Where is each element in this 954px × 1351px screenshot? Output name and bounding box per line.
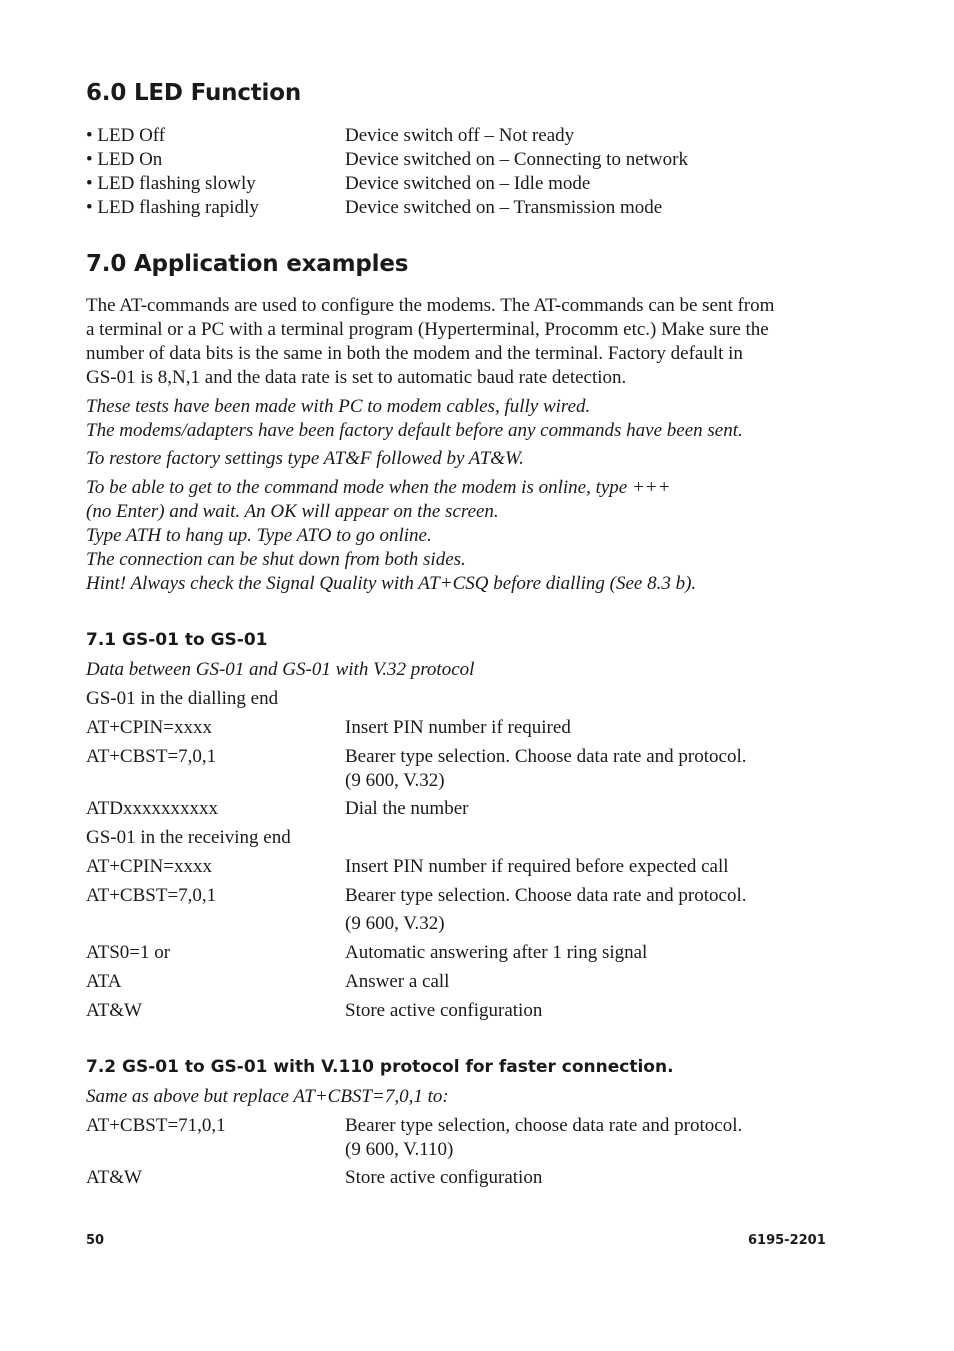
command-description: Insert PIN number if required before expected call xyxy=(345,856,729,877)
command: AT+CBST=71,0,1 xyxy=(86,1115,226,1136)
led-description: Device switched on – Idle mode xyxy=(345,173,591,194)
note-line: To be able to get to the command mode when the modem is online, type +++ xyxy=(86,477,671,498)
command-description: Bearer type selection, choose data rate and protocol. xyxy=(345,1115,743,1136)
section-7-2-title: 7.2 GS-01 to GS-01 with V.110 protocol for faster connection. xyxy=(86,1057,674,1077)
subtitle-text: Data between GS-01 and GS-01 with V.32 protocol xyxy=(86,659,475,680)
command-description: Automatic answering after 1 ring signal xyxy=(345,942,648,963)
intro-paragraph xyxy=(86,294,826,390)
section-7-2-subtitle xyxy=(86,1085,826,1109)
command-description: Bearer type selection. Choose data rate and protocol. xyxy=(345,885,747,906)
note-line: Type ATH to hang up. Type ATO to go online. xyxy=(86,525,432,546)
led-description: Device switched on – Connecting to network xyxy=(345,149,688,170)
command-description: Insert PIN number if required xyxy=(345,717,571,738)
page-number: 50 xyxy=(86,1233,105,1248)
command: AT+CPIN=xxxx xyxy=(86,856,212,877)
section-7-1-title: 7.1 GS-01 to GS-01 xyxy=(86,630,268,650)
test-notes xyxy=(86,395,826,443)
command: ATS0=1 or xyxy=(86,942,171,963)
command-description: Store active configuration xyxy=(345,1167,543,1188)
subtitle-text: Same as above but replace AT+CBST=7,0,1 to: xyxy=(86,1086,449,1107)
note-line: The modems/adapters have been factory default before any commands have been sent. xyxy=(86,420,743,441)
command-mode-notes xyxy=(86,476,826,596)
note-line: To restore factory settings type AT&F followed by AT&W. xyxy=(86,448,524,469)
dialling-end-label xyxy=(86,687,826,711)
intro-line: The AT-commands are used to configure the modems. The AT-commands can be sent from xyxy=(86,295,775,316)
led-description: Device switched on – Transmission mode xyxy=(345,197,663,218)
document-number: 6195-2201 xyxy=(748,1233,826,1248)
section-7-1-subtitle xyxy=(86,658,826,682)
section-6-title: 6.0 LED Function xyxy=(86,80,302,106)
led-description: Device switch off – Not ready xyxy=(345,125,575,146)
led-state: • LED flashing slowly xyxy=(86,173,256,194)
note-line: (no Enter) and wait. An OK will appear on the screen. xyxy=(86,501,499,522)
command-description: (9 600, V.32) xyxy=(345,770,445,791)
section-7-title: 7.0 Application examples xyxy=(86,251,409,277)
intro-line: number of data bits is the same in both the modem and the terminal. Factory default in xyxy=(86,343,743,364)
intro-line: a terminal or a PC with a terminal program (Hyperterminal, Procomm etc.) Make sure the xyxy=(86,319,769,340)
label-text: GS-01 in the dialling end xyxy=(86,688,279,709)
led-state: • LED Off xyxy=(86,125,166,146)
receiving-end-label xyxy=(86,826,826,850)
label-text: GS-01 in the receiving end xyxy=(86,827,291,848)
note-line: These tests have been made with PC to modem cables, fully wired. xyxy=(86,396,591,417)
command-description: (9 600, V.32) xyxy=(345,913,445,934)
command: AT&W xyxy=(86,1167,142,1188)
note-line: The connection can be shut down from both sides. xyxy=(86,549,466,570)
command-description: Bearer type selection. Choose data rate and protocol. xyxy=(345,746,747,767)
command: AT&W xyxy=(86,1000,142,1021)
command: AT+CPIN=xxxx xyxy=(86,717,212,738)
command-description: Store active configuration xyxy=(345,1000,543,1021)
command: AT+CBST=7,0,1 xyxy=(86,885,217,906)
command-description: (9 600, V.110) xyxy=(345,1139,454,1160)
led-state: • LED flashing rapidly xyxy=(86,197,259,218)
restore-note xyxy=(86,447,826,471)
command: AT+CBST=7,0,1 xyxy=(86,746,217,767)
command: ATDxxxxxxxxxx xyxy=(86,798,218,819)
note-line: Hint! Always check the Signal Quality with AT+CSQ before dialling (See 8.3 b). xyxy=(86,573,697,594)
led-state: • LED On xyxy=(86,149,163,170)
intro-line: GS-01 is 8,N,1 and the data rate is set to automatic baud rate detection. xyxy=(86,367,627,388)
command-description: Answer a call xyxy=(345,971,450,992)
command: ATA xyxy=(86,971,122,992)
command-description: Dial the number xyxy=(345,798,469,819)
